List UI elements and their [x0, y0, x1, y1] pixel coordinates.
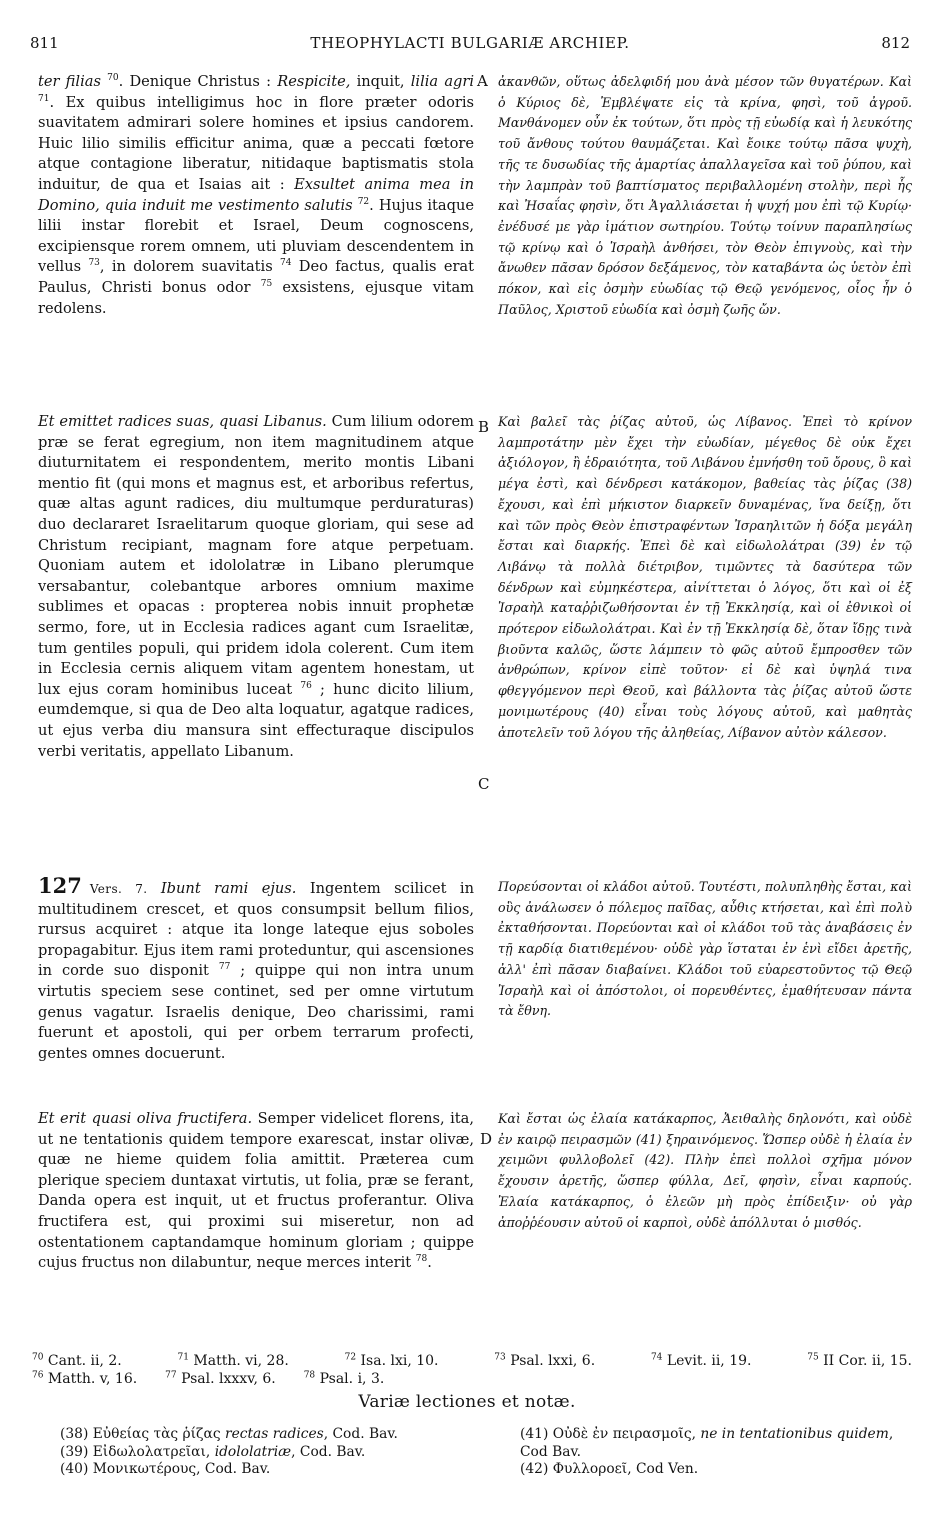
latin-paragraph-3-text [38, 873, 474, 1064]
variae-right-column [520, 1426, 915, 1479]
variant-latin: idololatriæ [214, 1443, 292, 1460]
latin-lemma: Et erit quasi oliva fructifera. [38, 1110, 253, 1127]
footnote-text: Matth. vi, 28. [193, 1353, 289, 1369]
latin-paragraph-2-text [38, 412, 474, 762]
latin-text: ; quippe qui non intra unum virtutis speciem sese continet, sed per omne virtutum genus vagatur. Israelis denique, Deo charissimi, rami fuerunt et apostoli, qui per orbem terrarum profecti, gentes omnes docuerunt. [38, 962, 474, 1062]
section-marker-b: B [478, 418, 490, 436]
greek-text: Καὶ βαλεῖ τὰς ῥίζας αὐτοῦ, ὡς Λίβανος. Ἐπεὶ τὸ κρίνον λαμπροτάτην μὲν ἔχει τὴν εὐωδίαν, μέγεθος δὲ οὐκ ἔχει ἀξιόλογον, ἢ ἑδραιότητα, τοῦ Λιβάνου ἐμνήσθη τοῦ ὄρους, ὃ καὶ μέγα ἐστὶ, καὶ δένδρεσι κατάκομον, βαθείας τὰς ῥίζας [498, 414, 912, 492]
latin-text: ; hunc dicito lilium, eumdemque, si qua de Deo alta loquatur, agatque radices, ut ejus verba diu mansura sint effecturaque discipulos verbi veritatis, appellato Libanum. [38, 680, 474, 760]
footnote-number: 78 [303, 1370, 316, 1381]
page-number-left: 811 [30, 34, 59, 52]
latin-text: Semper videlicet florens, ita, ut ne tentationis quidem tempore exarescat, instar olivæ, quæ ne hieme quidem folia amittit. Præterea cum plerique speciem duntaxat virtutis, ut folia, præ se ferant, Danda opera est inquit, ut et fructus proferantur. Oliva fructifera est, qui proximi sui miseretur, non ad ostentationem captandamque hominum gloriam ; quippe cujus fructus non dilabuntur, neque merces interit [38, 1110, 475, 1272]
variant-entry [60, 1461, 500, 1479]
variant-greek: Εἰδωλολατρεῖαι, [92, 1443, 211, 1460]
footnote-number: 72 [344, 1352, 357, 1363]
variant-number: (42) [520, 1461, 549, 1477]
latin-paragraph-1-text [38, 72, 474, 319]
footnote-number: 75 [807, 1352, 819, 1363]
variant-ref: (41) [635, 1131, 662, 1147]
variant-greek: Εὐθείας τὰς ῥίζας [92, 1426, 221, 1442]
footnote-ref: 78 [415, 1254, 428, 1265]
greek-paragraph-3 [498, 877, 912, 1022]
footnote-number: 74 [650, 1352, 663, 1363]
footnote-ref: 71 [38, 93, 50, 104]
variant-source: , Cod. Bav. [291, 1443, 366, 1460]
variant-greek: Μονικωτέρους [92, 1461, 197, 1477]
variant-entry [520, 1426, 915, 1461]
variant-greek: Οὐδὲ ἐν πειρασμοῖς, [552, 1426, 696, 1442]
greek-text: . Πλὴν ἐπεὶ πολλοὶ σχῆμα μόνον ἔχουσιν ἀρετῆς, ὥσπερ φύλλα, Δεῖ, φησὶν, εἶναι καρπούς. Ἐλαία κατάκαρπος, ὁ ἐλεῶν μὴ πρὸς ἐπίδειξιν· οὐ γὰρ ἀποῤῥέουσιν αὐτοῦ οἱ καρποὶ, οὐδὲ ἀπόλλυται ὁ μισθός. [498, 1152, 912, 1230]
section-marker-a: A [477, 72, 488, 90]
latin-text: inquit, [350, 73, 411, 90]
variant-source: , Cod Ven. [627, 1461, 699, 1477]
variant-ref: (39) [835, 538, 861, 554]
verse-label: Vers. 7. [89, 882, 148, 896]
variant-source: , Cod Bav. [520, 1426, 894, 1460]
footnote [304, 1370, 385, 1388]
variant-entry [520, 1461, 915, 1479]
greek-text: ἐν τῷ Λιβάνῳ τὰ πολλὰ διέτριβον, τιμῶντες τὰ δασύτερα τῶν δένδρων καὶ εὐμηκέστερα, αἰνίττεται ὁ λόγος, ὅτι καὶ οἱ ἐξ Ἰσραὴλ καταῤῥιζωθήσονται ἐν τῇ Ἐκκλησίᾳ, καὶ οἱ ἐθνικοὶ οἱ πρότερον εἰδωλολάτραι. Καὶ ἐν τῇ Ἐκκλησίᾳ δὲ, ὅταν ἴδῃς τινὰ βιοῦντα καλῶς, ὥστε λάμπειν τὸ φῶς αὐτοῦ ἔμπροσθεν τῶν ἀνθρώπων, κρίνον εἰπὲ τοῦτον· εἰ δὲ καὶ ὑψηλά τινα φθεγγόμενον περὶ Θεοῦ, καὶ βάλλοντα τὰς ῥίζας αὐτοῦ ὥστε μονιμωτέρους [498, 538, 912, 719]
footnote-ref: 76 [300, 680, 312, 691]
variant-number: (40) [60, 1461, 89, 1477]
footnote [807, 1352, 912, 1370]
footnote-text: Matth. v, 16. [47, 1371, 138, 1387]
footnote-ref: 75 [260, 279, 273, 290]
latin-paragraph-3 [38, 873, 474, 1064]
variae-lectiones-title: Variæ lectiones et notæ. [358, 1392, 576, 1412]
variant-ref: (42) [644, 1152, 671, 1168]
greek-paragraph-1 [498, 72, 912, 320]
variant-ref: (40) [598, 703, 625, 719]
footnote-number: 77 [165, 1370, 177, 1381]
footnote-ref: 70 [107, 73, 119, 84]
latin-text: . Hujus itaque lilii instar florebit et Israel, Deum cognoscens, excipiensque rorem omnem, uti pluviam descendentem in vellus [38, 196, 475, 276]
footnote-ref: 74 [280, 258, 292, 269]
latin-text: Cum lilium odorem præ se ferat egregium, non item magnitudinem atque diuturnitatem ei respondentem, merito montis Libani mentio fit (qui mons et magnus est, et arboribus refertus, quæ altas agunt radices, diu multumque perduraturas) duo declararet Israelitarum quoque gloriam, qui sese ad Christum recipiant, magnam fore atque perpetuam. Quoniam autem et idololatræ in Libano plerumque versabantur, colebantque arbores omnium maxime sublimes et opacas : propterea nobis innuit prophetæ sermo, fore, ut in Ecclesia radices agant cum Israelitæ, tum gentiles populi, qui pridem idola colerent. Cum item in Ecclesia cernis aliquem vitam agentem honestam, ut lux ejus coram hominibus luceat [38, 413, 475, 698]
latin-text: , in dolorem suavitatis [99, 258, 273, 276]
latin-lemma: Respicite, [277, 73, 351, 90]
footnote-number: 71 [177, 1352, 189, 1363]
section-marker-d: D [480, 1130, 493, 1148]
footnote-text: Levit. ii, 19. [666, 1353, 752, 1369]
variant-latin: ne in tentationibus quidem [700, 1426, 889, 1442]
variant-greek: Φυλλοροεῖ [552, 1461, 628, 1477]
footnote-text: Cant. ii, 2. [47, 1353, 122, 1369]
variant-ref: (38) [886, 476, 912, 492]
variant-source: , Cod. Bav. [196, 1461, 271, 1477]
footnote [178, 1352, 289, 1370]
latin-paragraph-4-text [38, 1109, 474, 1274]
latin-text: . [427, 1254, 432, 1272]
greek-paragraph-2-text [498, 412, 912, 743]
page-number-right: 812 [881, 34, 910, 52]
latin-lemma: Ibunt rami ejus. [160, 880, 297, 897]
greek-text: εἶναι τοὺς λόγους αὐτοῦ, καὶ μαθητὰς ἀποτελεῖν τοῦ λόγου τῆς ἀληθείας, Λίβανον αὐτὸν κάλεσον. [498, 703, 912, 740]
latin-paragraph-4 [38, 1109, 474, 1274]
latin-lemma: Et emittet radices suas, quasi Libanus. [38, 413, 327, 430]
greek-paragraph-1-text: ἀκανθῶν, οὕτως ἀδελφιδή μου ἀνὰ μέσον τῶν θυγατέρων. Καὶ ὁ Κύριος δὲ, Ἐμβλέψατε εἰς τὰ κρίνα, φησὶ, τοῦ ἀγροῦ. Μανθάνομεν οὖν ἐκ τούτων, ὅτι πρὸς τῇ εὐωδίᾳ καὶ ἡ λευκότης τοῦ ἄνθους τούτου θαυμάζεται. Καὶ ἔοικε τούτῳ πᾶσα ψυχὴ, τῆς τε δυσωδίας τῆς ἁμαρτίας ἀπαλλαγεῖσα καὶ τοῦ ῥύπου, καὶ τὴν λαμπρὰν τοῦ βαπτίσματος περιβαλλομένη στολὴν, περὶ ἧς καὶ Ἠσαΐας φησὶν, ὅτι Ἀγαλλιάσεται ἡ ψυχή μου ἐπὶ τῷ Κυρίῳ· ἐνέδυσέ με γὰρ ἱμάτιον σωτηρίου. Τούτῳ τοίνυν παραπλησίως τῷ κρίνῳ καὶ ὁ Ἰσραὴλ ἀνθήσει, τὸν Θεὸν ἐπιγνοὺς, καὶ τὴν ἄνωθεν πᾶσαν δρόσον δεξάμενος, τὸν καταβάντα ὡς ὑετὸν ἐπὶ πόκον, καὶ εἰς ὀσμὴν εὐωδίας τῷ Θεῷ γενόμενος, οἷος ἦν ὁ Παῦλος, Χριστοῦ εὐωδία καὶ ὀσμὴ ζωῆς ὤν. [498, 74, 912, 317]
footnote-ref: 73 [88, 258, 100, 269]
variant-number: (41) [520, 1426, 549, 1442]
latin-lemma: ter filias [38, 73, 101, 90]
greek-text: ἔχουσι, καὶ ἐπὶ μήκιστον διαρκεῖν δυναμένας, ἵνα δείξῃ, ὅτι καὶ τῶν πρὸς Θεὸν ἐπιστραφέντων Ἰσραηλιτῶν ἡ δόξα μεγάλη ἔσται καὶ διαρκής. Ἐπεὶ δὲ καὶ εἰδωλολάτραι [498, 496, 912, 554]
footnote [494, 1352, 595, 1370]
variant-number: (39) [60, 1443, 89, 1460]
footnote-text: II Cor. ii, 15. [823, 1353, 912, 1369]
footnote [651, 1352, 752, 1370]
variant-latin: rectas radices [224, 1426, 324, 1442]
footnote [32, 1370, 137, 1388]
section-number: 127 [38, 873, 82, 898]
footnote-text: Psal. lxxxv, 6. [181, 1371, 276, 1387]
footnote-ref: 72 [357, 196, 370, 207]
greek-text: ξηραινόμενος. Ὥσπερ οὐδὲ ἡ ἐλαία ἐν χειμῶνι φυλλοβολεῖ [498, 1131, 912, 1168]
latin-text: . Ex quibus intelligimus hoc in flore præter odoris suavitatem admirari solere homines et ipsius candorem. Huic lilio similis efficitur anima, quæ a peccati fœtore atque contagione liberatur, nitidaque baptismatis stola induitur, de qua et Isaias ait : [38, 93, 474, 193]
footnote [165, 1370, 276, 1388]
latin-text: Deo factus, qualis erat Paulus, Christi bonus odor [38, 258, 474, 296]
latin-text: Ingentem scilicet in multitudinem crescet, et quos consumpsit bellum filios, rursus acquiret : atque ita longe lateque ejus soboles propagabitur. Ejus item rami proteduntur, qui ascensiones in corde suo disponit [38, 880, 474, 980]
footnotes-row-1 [32, 1352, 912, 1370]
footnote-text: Psal. lxxi, 6. [510, 1353, 596, 1369]
variant-number: (38) [60, 1426, 89, 1442]
latin-quote: Exsultet anima mea in Domino, quia induit me vestimento salutis [38, 175, 474, 214]
greek-paragraph-4 [498, 1109, 912, 1233]
variant-source: , Cod. Bav. [323, 1426, 398, 1442]
running-header [30, 34, 910, 58]
footnote [32, 1352, 122, 1370]
greek-paragraph-4-text [498, 1109, 912, 1233]
latin-text: exsistens, ejusque vitam redolens. [38, 278, 475, 317]
greek-text: Καὶ ἔσται ὡς ἐλαία κατάκαρπος, Ἀειθαλὴς δηλονότι, καὶ οὐδὲ ἐν καιρῷ πειρασμῶν [498, 1111, 912, 1147]
footnote [345, 1352, 439, 1370]
footnotes-row-2 [32, 1370, 912, 1388]
footnote-number: 70 [32, 1352, 44, 1363]
footnote-text: Isa. lxi, 10. [360, 1353, 439, 1369]
latin-lemma: lilia agri [410, 73, 475, 90]
footnote-ref: 77 [218, 962, 231, 973]
variant-entry [60, 1426, 500, 1444]
section-marker-c: C [478, 775, 490, 793]
greek-paragraph-2 [498, 412, 912, 743]
footnote-number: 76 [32, 1370, 44, 1381]
greek-paragraph-3-text: Πορεύσονται οἱ κλάδοι αὐτοῦ. Τουτέστι, πολυπληθὴς ἔσται, καὶ οὓς ἀνάλωσεν ὁ πόλεμος παῖδας, αὖθις κτήσεται, καὶ ἐπὶ πολὺ ἐκταθήσονται. Πορεύονται καὶ οἱ κλάδοι τοῦ τὰς ἀναβάσεις ἐν τῇ καρδίᾳ διατιθεμένου· οὐδὲ γὰρ ἵσταται ἐν ἑνὶ εἴδει ἀρετῆς, ἀλλ' ἐπὶ πᾶσαν διαβαίνει. Κλάδοι τοῦ εὐαρεστοῦντος τῷ Θεῷ Ἰσραὴλ καὶ οἱ ἀπόστολοι, οἱ πορευθέντες, ἐμαθήτευσαν πάντα τὰ ἔθνη. [498, 879, 912, 1019]
footnote-text: Psal. i, 3. [319, 1371, 385, 1387]
variae-left-column [60, 1426, 500, 1479]
footnote-number: 73 [494, 1352, 506, 1363]
running-title: THEOPHYLACTI BULGARIÆ ARCHIEP. [310, 34, 630, 52]
latin-text: . Denique Christus : [118, 73, 278, 90]
footnotes [32, 1352, 912, 1388]
latin-paragraph-2 [38, 412, 474, 762]
latin-paragraph-1 [38, 72, 474, 319]
variant-entry [60, 1444, 500, 1462]
